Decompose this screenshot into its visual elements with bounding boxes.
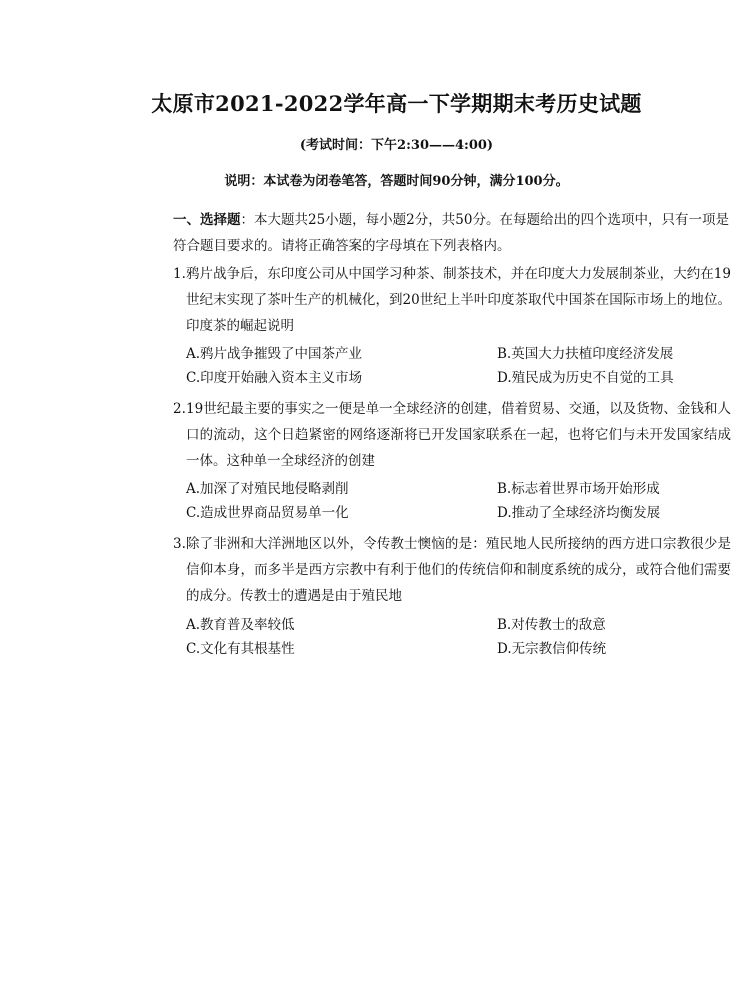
question-number: 1. [173, 266, 186, 282]
option-b: B.英国大力扶植印度经济发展 [497, 346, 674, 362]
option-b: B.对传教士的敌意 [497, 617, 606, 633]
page-title: 太原市2021-2022学年高一下学期期末考历史试题 [151, 91, 642, 116]
option-a: A.教育普及率较低 [186, 617, 295, 633]
question-number: 2. [173, 401, 186, 417]
option-a: A.鸦片战争摧毁了中国茶产业 [186, 346, 363, 362]
question-3 [173, 531, 731, 609]
exam-note: 说明：本试卷为闭卷笔答，答题时间90分钟，满分100分。 [224, 174, 569, 189]
exam-time: (考试时间：下午2:30——4:00) [299, 138, 494, 153]
question-1 [173, 261, 731, 339]
section-label: 一、选择题 [173, 212, 241, 228]
question-stem: 19世纪最主要的事实之一便是单一全球经济的创建，借着贸易、交通，以及货物、金钱和人口的流动，这个日趋紧密的网络逐渐将已开发国家联系在一起，也将它们与未开发国家结成一体。这种单一全球经济的创建 [186, 401, 731, 469]
option-b: B.标志着世界市场开始形成 [497, 481, 660, 497]
section-instructions: ：本大题共25小题，每小题2分，共50分。在每题给出的四个选项中，只有一项是符合题目要求的。请将正确答案的字母填在下列表格内。 [173, 212, 729, 254]
section-heading [173, 207, 733, 259]
question-number: 3. [173, 536, 186, 552]
option-d: D.殖民成为历史不自觉的工具 [497, 370, 674, 386]
option-c: C.印度开始融入资本主义市场 [186, 370, 363, 386]
option-a: A.加深了对殖民地侵略剥削 [186, 481, 349, 497]
question-stem: 除了非洲和大洋洲地区以外，令传教士懊恼的是：殖民地人民所接纳的西方进口宗教很少是信仰本身，而多半是西方宗教中有利于他们的传统信仰和制度系统的成分，或符合他们需要的成分。传教士的遭遇是由于殖民地 [186, 536, 731, 604]
option-c: C.文化有其根基性 [186, 641, 295, 657]
question-stem: 鸦片战争后，东印度公司从中国学习种茶、制茶技术，并在印度大力发展制茶业，大约在19世纪末实现了茶叶生产的机械化，到20世纪上半叶印度茶取代中国茶在国际市场上的地位。印度茶的崛起说明 [186, 266, 731, 334]
question-2 [173, 396, 731, 474]
option-d: D.推动了全球经济均衡发展 [497, 505, 661, 521]
option-d: D.无宗教信仰传统 [497, 641, 607, 657]
option-c: C.造成世界商品贸易单一化 [186, 505, 349, 521]
